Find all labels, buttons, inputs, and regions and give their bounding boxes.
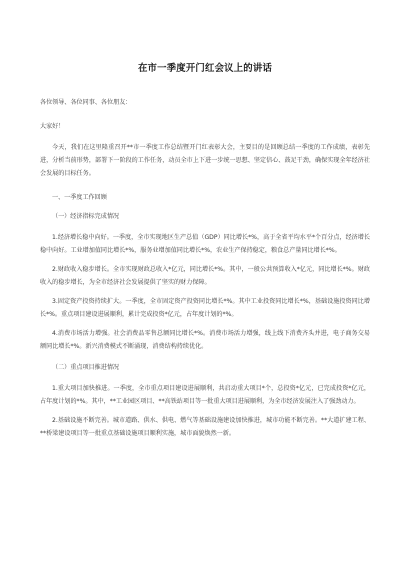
section-heading: 一、一季度工作回顾 [52, 194, 107, 201]
subsection-heading: （一）经济指标完成情况 [52, 213, 120, 220]
paragraph-item-1: 1.经济增长稳中向好。一季度，全市实现地区生产总值（GDP）同比增长*%，高于全省平均水平*个百分点，经济增长稳中向好。工业增加值同比增长*%，服务业增加值同比增长*%，农业生产保持稳定，粮食总产量同比增长*%。 [40, 234, 370, 254]
paragraph-item-5: 1.重大项目加快推进。一季度，全市重点项目建设进展顺利，共启动重大项目*个，总投资*亿元，已完成投资*亿元，占年度计划的*%。其中，**工业园区项目、**高铁站项目等一批重大项目进展顺利，为全市经济发展注入了强劲动力。 [40, 385, 370, 405]
document-title: 在市一季度开门红会议上的讲话 [137, 63, 273, 74]
paragraph-item-3: 3.固定资产投资持续扩大。一季度，全市固定资产投资同比增长*%。其中工业投资同比增长*%，基础设施投资同比增长*%。重点项目建设进展顺利，累计完成投资*亿元，占年度计划的*%。 [40, 298, 370, 318]
subsection-heading: （二）重点项目推进情况 [52, 364, 120, 371]
paragraph-item-4: 4.消费市场活力增强。社会消费品零售总额同比增长*%。消费市场活力增强，线上线下消费齐头并进，电子商务交易额同比增长*%。新兴消费模式不断涌现，消费结构持续优化。 [40, 330, 370, 350]
greeting: 大家好！ [40, 123, 65, 130]
paragraph-item-6: 2.基础设施不断完善。城市道路、供水、供电、燃气等基础设施建设加快推进，城市功能不断完善。**大道扩建工程、**桥梁建设项目等一批重点基础设施项目顺利实施，城市面貌焕然一新。 [40, 417, 370, 437]
salutation: 各位领导、各位同事、各位朋友： [40, 99, 132, 106]
paragraph-item-2: 2.财政收入稳步增长。全市实现财政总收入*亿元，同比增长*%。其中，一般公共预算收入*亿元，同比增长*%。财政收入的稳步增长，为全市经济社会发展提供了坚实的财力保障。 [40, 266, 370, 286]
intro-paragraph: 今天，我们在这里隆重召开**市一季度工作总结暨开门红表彰大会，主要目的是回顾总结一季度的工作成绩，表彰先进，分析当前形势，部署下一阶段的工作任务，动员全市上下进一步统一思想、坚定信心、鼓足干劲，确保实现全年经济社会发展的目标任务。 [40, 144, 370, 177]
